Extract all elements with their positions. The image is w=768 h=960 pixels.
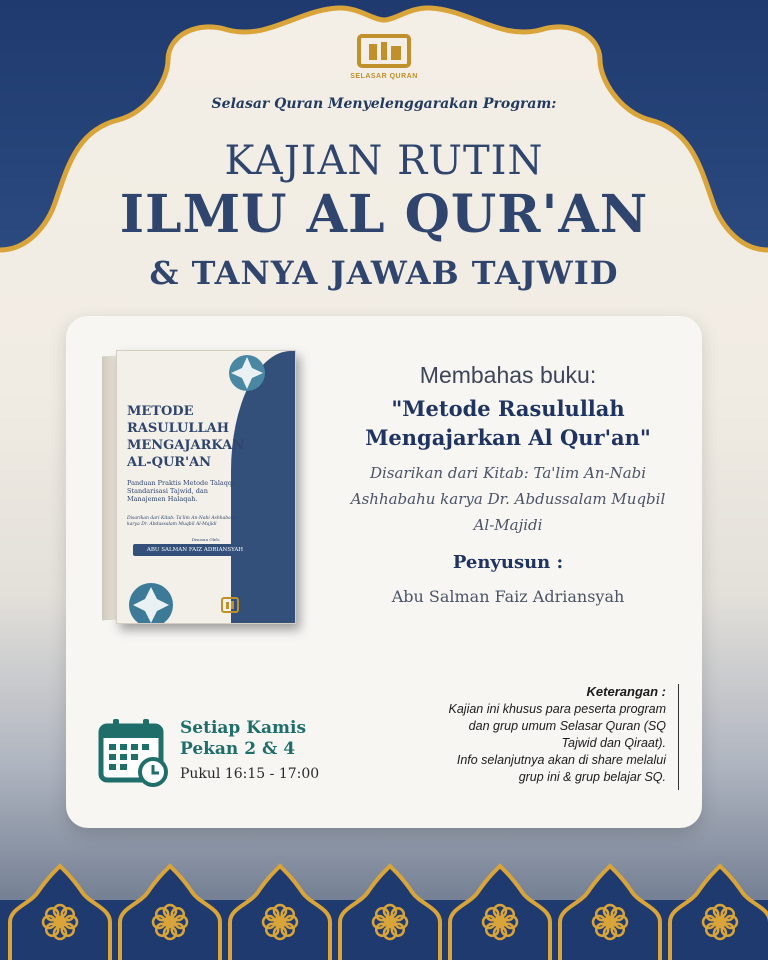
note-line: dan grup umum Selasar Quran (SQ — [468, 719, 666, 733]
note-body — [360, 701, 666, 786]
selasar-quran-logo — [340, 32, 428, 80]
logo-text: SELASAR QURAN — [350, 73, 418, 80]
source-line: Al-Majidi — [473, 516, 543, 534]
note-line: Kajian ini khusus para peserta program — [448, 702, 666, 716]
bottom-arch-ornament — [120, 866, 220, 960]
book-logo-icon — [221, 597, 239, 613]
book-mockup — [102, 346, 298, 628]
note-line: Info selanjutnya akan di share melalui — [456, 753, 666, 767]
book-cover-subtitle: Panduan Praktis Metode Talaqqi, Standarisasi Tajwid, dan Manajemen Halaqah. — [127, 479, 237, 503]
calendar-clock-icon — [98, 716, 170, 788]
book-cover-title-line: AL-QUR'AN — [127, 455, 212, 470]
note-divider — [678, 684, 679, 790]
title-line-3: & TANYA JAWAB TAJWID — [149, 254, 619, 292]
book-cover-author: ABU SALMAN FAIZ ADRIANSYAH — [133, 544, 257, 556]
bottom-arch-ornament — [10, 866, 110, 960]
source-line: Ashhabahu karya Dr. Abdussalam Muqbil — [350, 490, 666, 508]
book-cover-title-line: MENGAJARKAN — [127, 438, 245, 453]
book-cover-author-label: Disusun Oleh: — [191, 537, 221, 542]
book-cover-title-line: METODE — [127, 404, 194, 419]
note-line: Tajwid dan Qiraat). — [561, 736, 666, 750]
schedule-weeks: Pekan 2 & 4 — [180, 739, 296, 759]
source-line: Disarikan dari Kitab: Ta'lim An-Nabi — [369, 464, 647, 482]
organizer-line: Selasar Quran Menyelenggarakan Program: — [211, 96, 557, 112]
book-cover — [116, 350, 296, 624]
source-note — [330, 460, 686, 538]
book-name-line: Mengajarkan Al Qur'an" — [365, 425, 651, 450]
schedule-day: Setiap Kamis — [180, 718, 307, 738]
ornament-star-icon — [217, 353, 277, 399]
compiler-label: Penyusun : — [452, 552, 564, 573]
about-label: Membahas buku: — [419, 362, 597, 388]
book-name-line: "Metode Rasulullah — [391, 396, 625, 421]
title-line-1: KAJIAN RUTIN — [224, 138, 544, 184]
logo-mark-icon — [355, 32, 413, 72]
bottom-ornament — [0, 860, 768, 960]
compiler-name: Abu Salman Faiz Adriansyah — [391, 587, 625, 606]
book-cover-title — [127, 403, 257, 471]
note-heading: Keterangan : — [586, 684, 666, 699]
book-name — [340, 394, 676, 452]
note-line: grup ini & grup belajar SQ. — [518, 770, 666, 784]
book-cover-title-line: RASULULLAH — [127, 421, 230, 436]
schedule-time: Pukul 16:15 - 17:00 — [180, 766, 320, 782]
bottom-arch-ornament — [560, 866, 660, 960]
bottom-arch-ornament — [340, 866, 440, 960]
book-cover-source: Disarikan dari Kitab: Ta'lim An-Nabi Ashhabahu karya Dr. Abdussalam Muqbil Al-Majidi — [127, 516, 237, 527]
ornament-star-icon — [121, 575, 191, 624]
bottom-arch-ornament — [450, 866, 550, 960]
bottom-arch-ornament — [230, 866, 330, 960]
title-line-2: ILMU AL QUR'AN — [119, 184, 649, 245]
